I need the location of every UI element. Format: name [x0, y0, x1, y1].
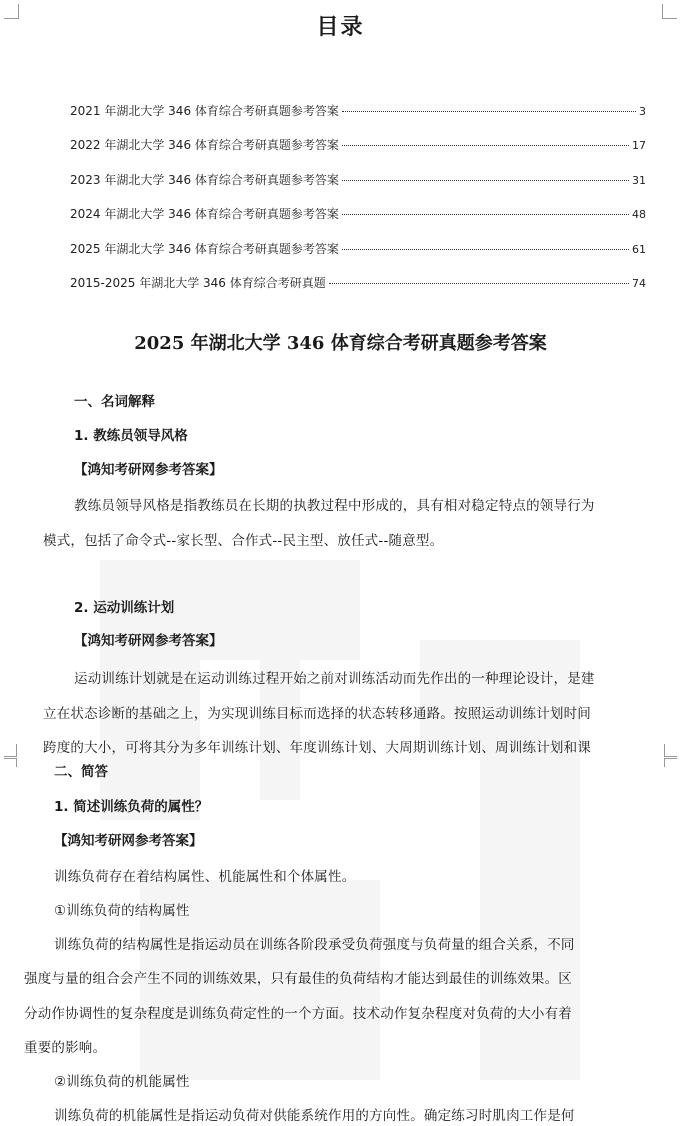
question-title: 1. 教练员领导风格 — [74, 428, 188, 444]
table-of-contents — [70, 102, 646, 308]
toc-entry-2023[interactable] — [70, 171, 646, 205]
toc-page-number: 17 — [632, 139, 646, 153]
toc-entry-text: 2024 年湖北大学 346 体育综合考研真题参考答案 — [70, 207, 339, 222]
toc-entry-text: 2022 年湖北大学 346 体育综合考研真题参考答案 — [70, 138, 339, 153]
answer-line: 分动作协调性的复杂程度是训练负荷定性的一个方面。技术动作复杂程度对负荷的大小有着 — [24, 1006, 572, 1022]
toc-page-number: 48 — [632, 208, 646, 222]
toc-leader-dots — [329, 283, 629, 284]
page-corner-mark — [664, 758, 677, 767]
toc-page-number: 74 — [632, 276, 646, 290]
sub-heading: ②训练负荷的机能属性 — [54, 1074, 190, 1090]
toc-entry-2025[interactable] — [70, 240, 646, 274]
answer-line: 模式，包括了命令式--家长型、合作式--民主型、放任式--随意型。 — [43, 533, 444, 549]
answer-intro: 训练负荷存在着结构属性、机能属性和个体属性。 — [54, 869, 356, 885]
answer-line: 强度与量的组合会产生不同的训练效果，只有最佳的负荷结构才能达到最佳的训练效果。区 — [24, 971, 572, 987]
section-heading-definitions: 一、名词解释 — [74, 394, 155, 410]
toc-leader-dots — [342, 214, 629, 215]
toc-entry-text: 2015-2025 年湖北大学 346 体育综合考研真题 — [70, 275, 326, 290]
answer-line: 跨度的大小，可将其分为多年训练计划、年度训练计划、大周期训练计划、周训练计划和课 — [43, 740, 591, 756]
answer-line: 训练负荷的机能属性是指运动负荷对供能系统作用的方向性。确定练习时肌肉工作是何 — [54, 1108, 575, 1124]
toc-leader-dots — [342, 111, 636, 112]
page-corner-mark — [664, 744, 677, 757]
answer-label: 【鸿知考研网参考答案】 — [54, 833, 203, 849]
answer-line: 教练员领导风格是指教练员在长期的执教过程中形成的，具有相对稳定特点的领导行为 — [74, 498, 595, 514]
question-title: 2. 运动训练计划 — [74, 600, 175, 616]
toc-entry-2024[interactable] — [70, 205, 646, 239]
question-title: 1. 简述训练负荷的属性？ — [54, 799, 209, 815]
toc-leader-dots — [342, 249, 629, 250]
toc-leader-dots — [342, 180, 629, 181]
answer-line: 运动训练计划就是在运动训练过程开始之前对训练活动而先作出的一种理论设计，是建 — [74, 671, 595, 687]
toc-entry-text: 2025 年湖北大学 346 体育综合考研真题参考答案 — [70, 241, 339, 256]
answer-line: 重要的影响。 — [24, 1040, 107, 1056]
toc-entry-2022[interactable] — [70, 136, 646, 170]
toc-page-number: 31 — [632, 173, 646, 187]
toc-page-number: 3 — [639, 105, 646, 118]
answer-label: 【鸿知考研网参考答案】 — [74, 633, 223, 649]
section-heading-short-answer: 二、简答 — [54, 764, 108, 780]
answer-line: 立在状态诊断的基础之上，为实现训练目标而选择的状态转移通路。按照运动训练计划时间 — [43, 706, 591, 722]
toc-entry-text: 2023 年湖北大学 346 体育综合考研真题参考答案 — [70, 172, 339, 187]
toc-entry-2021[interactable] — [70, 102, 646, 136]
toc-entry-2015-2025[interactable] — [70, 274, 646, 308]
document-title: 2025 年湖北大学 346 体育综合考研真题参考答案 — [134, 333, 547, 354]
toc-title: 目录 — [316, 14, 365, 40]
toc-entry-text: 2021 年湖北大学 346 体育综合考研真题参考答案 — [70, 104, 339, 118]
toc-leader-dots — [342, 145, 629, 146]
sub-heading: ①训练负荷的结构属性 — [54, 903, 190, 919]
answer-label: 【鸿知考研网参考答案】 — [74, 462, 223, 478]
page-corner-mark — [4, 758, 17, 767]
page-corner-mark — [4, 744, 17, 757]
answer-line: 训练负荷的结构属性是指运动员在训练各阶段承受负荷强度与负荷量的组合关系，不同 — [54, 937, 575, 953]
toc-page-number: 61 — [632, 242, 646, 256]
